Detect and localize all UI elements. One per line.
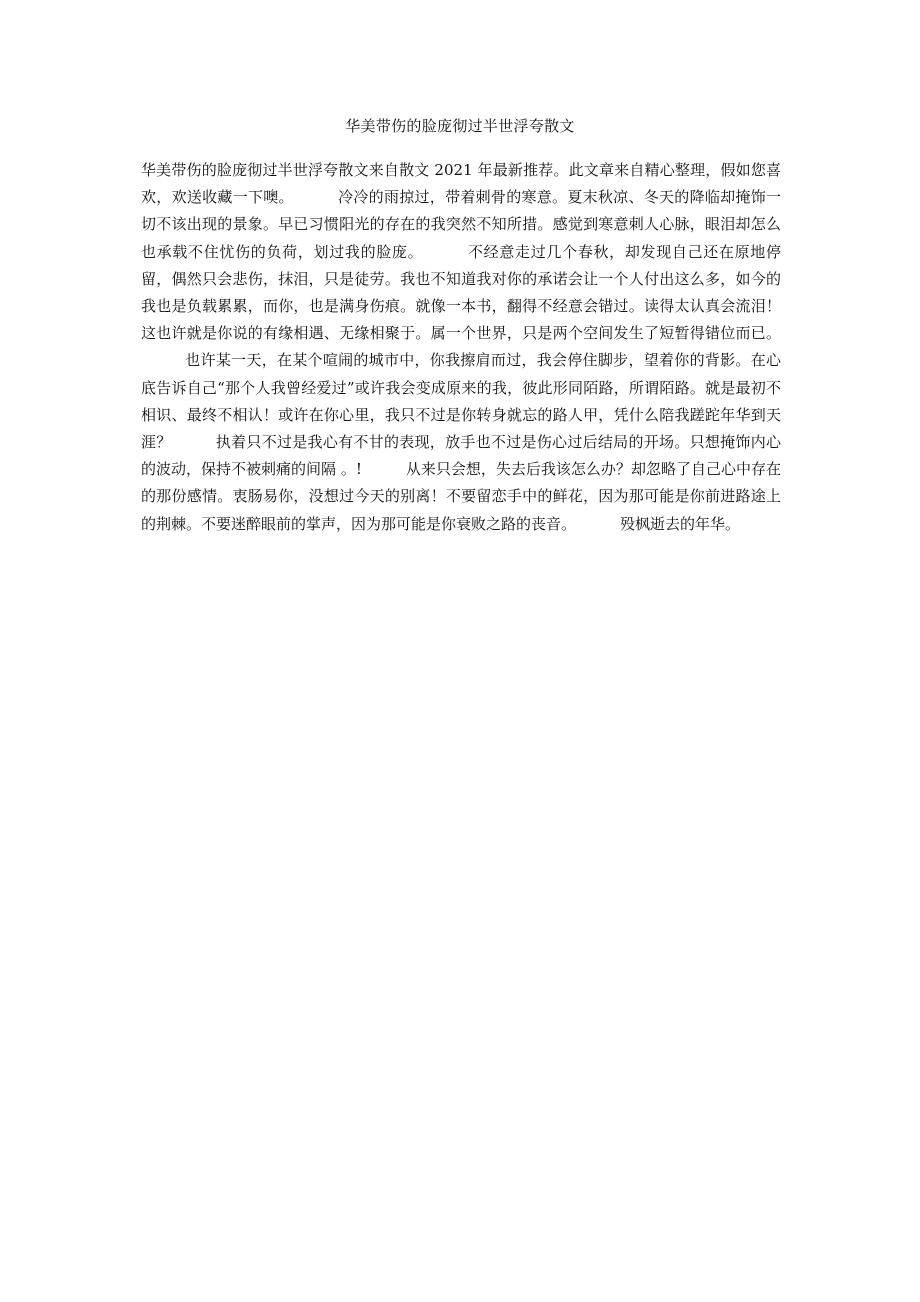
- body-segment-5: 执着只不过是我心有不甘的表现，放手也不过是伤心过后结局的开场。只想掩饰内心的波动，保持不被刺痛的间隔 。!: [141, 433, 781, 479]
- body-segment-4: 也许某一天，在某个喧闹的城市中，你我擦肩而过，我会停住脚步，望着你的背影。在心底告诉自己“那个人我曾经爱过”或许我会变成原来的我，彼此形同陌路，所谓陌路。就是最初不相识、最终不相认！或许在你心里，我只不过是你转身就忘的路人甲，凭什么陪我蹉跎年华到天涯？: [141, 351, 781, 452]
- body-segment-1: 华美带伤的脸庞彻过半世浮夸散文来自散文 2021 年最新推荐。此文章来自精心整理，假如您喜欢，欢送收藏一下噢。: [141, 161, 781, 207]
- body-segment-6: 从来只会想，失去后我该怎么办？却忽略了自己心中存在的那份感情。衷肠易你，没想过今天的别离！不要留恋手中的鲜花，因为那可能是你前进路途上的荆棘。不要迷醉眼前的掌声，因为那可能是你衰败之路的丧音。: [141, 460, 781, 533]
- document-body: [141, 157, 781, 538]
- body-segment-3: 不经意走过几个春秋，却发现自己还在原地停留，偶然只会悲伤，抹泪，只是徒劳。我也不知道我对你的承诺会让一个人付出这么多，如今的我也是负载累累，而你，也是满身伤痕。就像一本书，翻得不经意会错过。读得太认真会流泪！这也许就是你说的有缘相遇、无缘相聚于。属一个世界，只是两个空间发生了短暂得错位而已。: [141, 242, 781, 343]
- body-segment-7: 殁枫逝去的年华。: [620, 514, 741, 533]
- body-segment-2: 冷冷的雨掠过，带着刺骨的寒意。夏末秋凉、冬天的降临却掩饰一切不该出现的景象。早已习惯阳光的存在的我突然不知所措。感觉到寒意刺人心脉，眼泪却怎么也承载不住忧伤的负荷，划过我的脸庞。: [141, 188, 781, 261]
- document-title: 华美带伤的脸庞彻过半世浮夸散文: [345, 117, 575, 135]
